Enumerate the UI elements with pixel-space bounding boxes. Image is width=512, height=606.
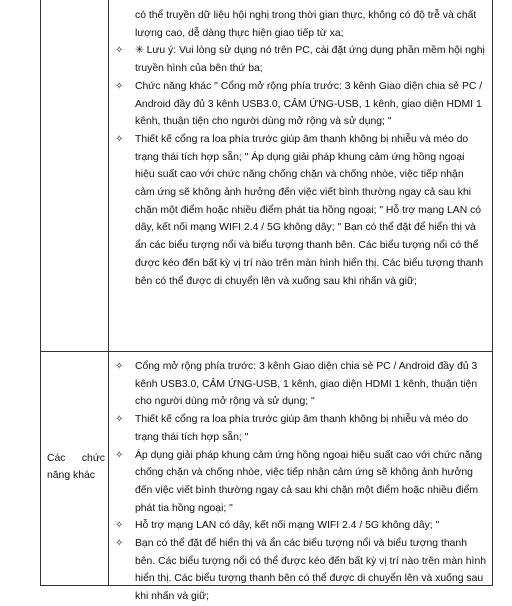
- table-row: [41, 0, 492, 352]
- list-item: [109, 411, 492, 446]
- diamond-bullet-icon: ✧: [115, 133, 124, 145]
- diamond-bullet-icon: ✧: [115, 361, 124, 372]
- diamond-bullet-icon: ✧: [115, 414, 124, 426]
- list-item-continuation: [109, 7, 492, 42]
- label-cell: [41, 352, 109, 585]
- bullet-text: Áp dụng giải pháp khung cảm ứng hồng ngoại hiệu suất cao với chức năng chống chặn và chống nhòe, việc tiếp nhận cảm ứng sẽ không ảnh hưởng đến việc viết bình thường ngay cả sau khi chặn một điểm hoặc nhiều điểm phát tia hồng ngoại; ": [135, 449, 483, 514]
- bullet-text: Thiết kế cổng ra loa phía trước giúp âm thanh không bị nhiễu và méo do trạng thái tích hợp sẵn; " Áp dụng giải pháp khung cảm ứng hồng ngoại hiệu suất cao với chức năng chống chặn và chống nhòe, việc tiếp nhận cảm ứng sẽ không ảnh hưởng đến việc viết bình thường ngay cả sau khi chặn một điểm hoặc nhiều điểm phát tia hồng ngoại; " Hỗ trợ mạng LAN có dây, kết nối mạng WIFI 2.4 / 5G không dây; " Bạn có thể đặt để hiển thị và ẩn các biểu tượng nổi và biểu tượng thanh bên. Các biểu tượng nổi có thể được kéo đến bất kỳ vị trí nào trên màn hình hiển thị. Các biểu tượng thanh bên có thể được di chuyển lên và xuống sau khi nhấn và giữ;: [135, 133, 484, 287]
- table-row: [41, 352, 492, 603]
- list-item: [109, 447, 492, 518]
- spec-table: [40, 0, 493, 603]
- list-item: [109, 535, 492, 606]
- diamond-bullet-icon: ✧: [115, 80, 124, 92]
- bullet-text: Hỗ trợ mạng LAN có dây, kết nối mạng WIFI 2.4 / 5G không dây; ": [135, 520, 440, 532]
- content-cell: [109, 352, 492, 603]
- bullet-text: Cổng mở rộng phía trước: 3 kênh Giao diện chia sẻ PC / Android đầy đủ 3 kênh USB3.0, CẢM ỨNG-USB, 1 kênh, giao diện HDMI 1 kênh, thuận tiện cho người dùng mở rộng và sử dụng; ": [135, 361, 478, 408]
- label-cell-empty: [41, 0, 109, 351]
- list-item: [109, 358, 492, 411]
- continuation-text: có thể truyền dữ liệu hội nghị trong thời gian thực, không có độ trễ và chất lượng cao, dễ dàng thực hiện giao tiếp từ xa;: [135, 10, 477, 39]
- list-item: [109, 131, 492, 290]
- bullet-text: Bạn có thể đặt để hiển thị và ẩn các biểu tượng nổi và biểu tượng thanh bên. Các biểu tượng nổi có thể được kéo đến bất kỳ vị trí nào trên màn hình hiển thị. Các biểu tượng thanh bên có thể được di chuyển lên và xuống sau khi nhấn và giữ;: [135, 538, 487, 603]
- diamond-bullet-icon: ✧: [115, 520, 124, 532]
- feature-list: [109, 0, 492, 290]
- diamond-bullet-icon: ✧: [115, 538, 124, 550]
- list-item: [109, 78, 492, 131]
- bullet-text: Thiết kế cổng ra loa phía trước giúp âm thanh không bị nhiễu và méo do trạng thái tích hợp sẵn; ": [135, 414, 469, 443]
- content-cell: [109, 0, 492, 351]
- diamond-bullet-icon: ✧: [115, 449, 124, 461]
- row-label: [47, 450, 105, 484]
- row-label-line2: năng khác: [47, 470, 95, 481]
- list-item: [109, 517, 492, 535]
- bullet-text: ✳ Lưu ý: Vui lòng sử dụng nó trên PC, cài đặt ứng dụng phần mềm hội nghị truyền hình của bên thứ ba;: [135, 45, 485, 75]
- row-label-line1: Các chức: [47, 453, 105, 464]
- list-item: [109, 42, 492, 77]
- diamond-bullet-icon: ✧: [115, 45, 124, 57]
- bullet-text: Chức năng khác " Cổng mở rộng phía trước: 3 kênh Giao diện chia sẻ PC / Android đầy đủ 3 kênh USB3.0, CẢM ỨNG-USB, 1 kênh, giao diện HDMI 1 kênh, thuận tiện cho người dùng mở rộng và sử dụng; ": [135, 80, 483, 128]
- feature-list: [109, 352, 492, 606]
